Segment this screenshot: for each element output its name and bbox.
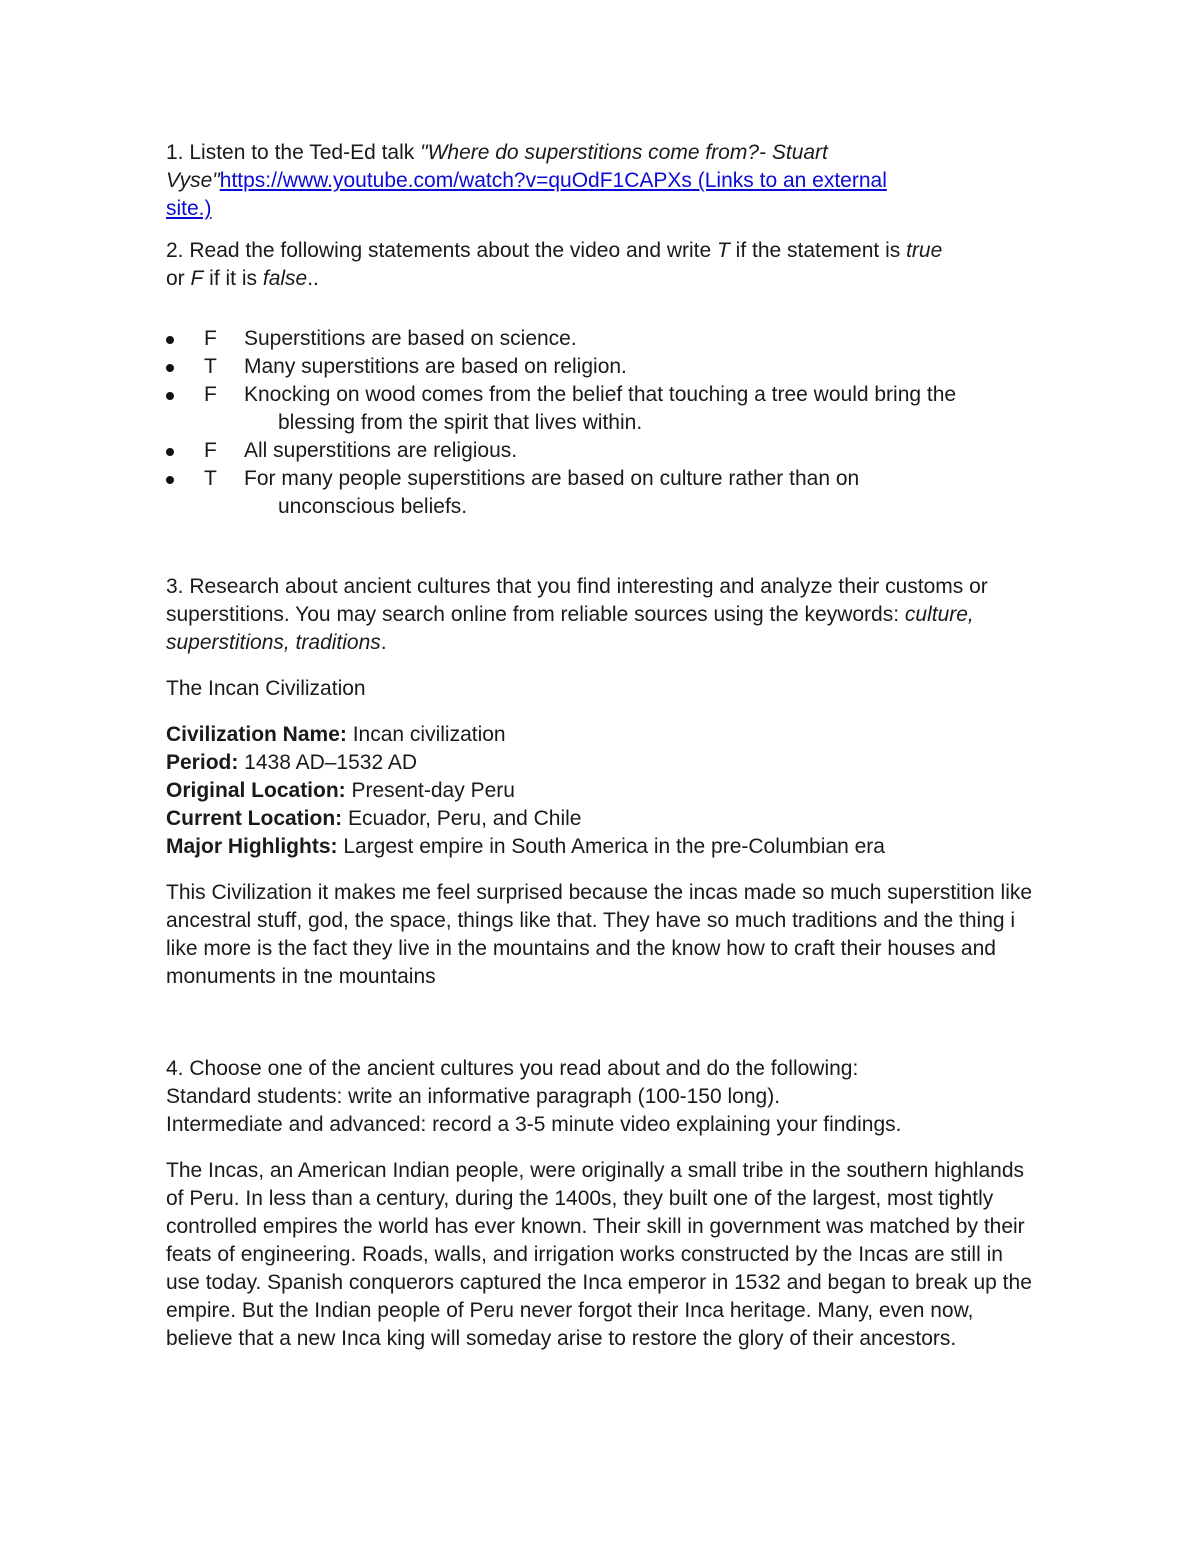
question-3-text: 3. Research about ancient cultures that you find interesting and analyze their customs or superstitions. You may search online from reliable sources using the keywords: [166,575,988,626]
bullet-icon [166,364,174,372]
question-3 [166,573,1006,657]
question-2 [166,237,966,293]
false-letter: F [190,267,204,290]
fact-value: 1438 AD–1532 AD [238,751,417,774]
question-2-text-c: or [166,267,191,290]
fact-label: Civilization Name: [166,723,347,746]
question-4-line-1: 4. Choose one of the ancient cultures you read about and do the following: [166,1057,859,1080]
question-2-text-b: if the statement is [729,239,907,262]
statement-text: Many superstitions are based on religion. [244,355,627,378]
video-link-url[interactable]: https://www.youtube.com/watch?v=quOdF1CAPXs [219,169,692,192]
question-3-keywords: culture, superstitions, traditions [166,603,974,654]
external-link-note[interactable]: (Links to an external site.) [166,169,887,220]
civilization-heading: The Incan Civilization [166,677,366,700]
bullet-icon [166,448,174,456]
fact-label: Major Highlights: [166,835,338,858]
statement-text: Knocking on wood comes from the belief that touching a tree would bring the blessing from the spirit that lives within. [244,383,957,434]
bullet-icon [166,476,174,484]
question-2-text-a: 2. Read the following statements about the video and write [166,239,718,262]
statement-text: All superstitions are religious. [244,439,518,462]
fact-value: Ecuador, Peru, and Chile [342,807,582,830]
bullet-icon [166,392,174,400]
fact-label: Original Location: [166,779,346,802]
fact-value: Incan civilization [346,723,506,746]
question-4 [166,1055,1046,1139]
video-title: "Where do superstitions come from?- Stuart Vyse" [166,141,828,192]
fact-row [166,749,1046,777]
true-false-list [166,325,1046,521]
bullet-icon [166,336,174,344]
fact-label: Current Location: [166,807,343,830]
fact-value: Present-day Peru [345,779,515,802]
question-2-text-e: .. [307,267,319,290]
answer-mark: T [204,355,217,378]
statement-text: For many people superstitions are based on culture rather than on unconscious beliefs. [244,467,860,518]
civilization-opinion: This Civilization it makes me feel surprised because the incas made so much superstition like ancestral stuff, god, the space, things like that. They have so much traditions and the thing i like more is the fact they live in the mountains and the know how to craft their houses and monuments in tne mountains [166,881,1033,988]
list-item [166,353,978,381]
list-item [166,437,978,465]
fact-label: Period: [166,751,239,774]
fact-value: Largest empire in South America in the pre-Columbian era [337,835,885,858]
fact-row [166,721,1046,749]
list-item [166,381,978,437]
answer-mark: F [204,439,217,462]
list-item [166,465,978,521]
document-page [166,139,1046,1353]
fact-row [166,833,1046,861]
question-4-line-2: Standard students: write an informative paragraph (100-150 long). [166,1085,781,1108]
true-letter: T [717,239,730,262]
list-item [166,325,978,353]
question-3-end: . [380,631,387,654]
answer-mark: F [204,383,217,406]
video-link[interactable] [166,169,887,220]
answer-mark: F [204,327,217,350]
question-1 [166,139,926,223]
question-1-prefix: 1. Listen to the Ted-Ed talk [166,141,421,164]
answer-mark: T [204,467,217,490]
true-word: true [906,239,943,262]
fact-row [166,805,1046,833]
civilization-facts [166,721,1046,861]
statement-text: Superstitions are based on science. [244,327,577,350]
question-2-text-d: if it is [203,267,263,290]
answer-paragraph: The Incas, an American Indian people, were originally a small tribe in the southern highlands of Peru. In less than a century, during the 1400s, they built one of the largest, most tightly controlled empires the world has ever known. Their skill in government was matched by their feats of engineering. Roads, walls, and irrigation works constructed by the Incas are still in use today. Spanish conquerors captured the Inca emperor in 1532 and began to break up the empire. But the Indian people of Peru never forgot their Inca heritage. Many, even now, believe that a new Inca king will someday arise to restore the glory of their ancestors. [166,1159,1032,1350]
question-4-line-3: Intermediate and advanced: record a 3-5 minute video explaining your findings. [166,1113,902,1136]
false-word: false [262,267,308,290]
fact-row [166,777,1046,805]
